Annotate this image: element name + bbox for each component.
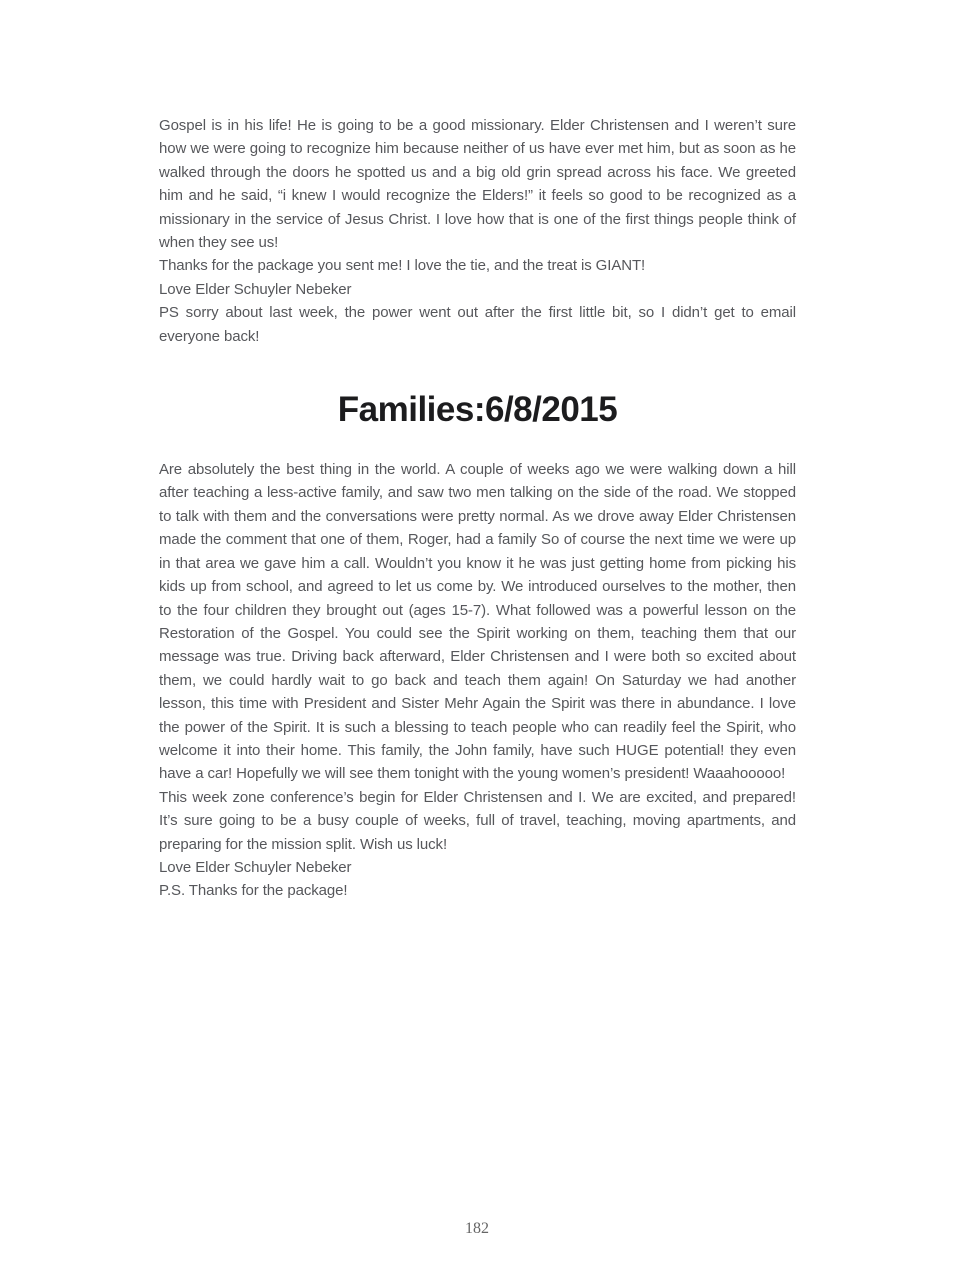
page-footer [0,1220,954,1238]
paragraph-zone-conference: This week zone conference’s begin for Elder Christensen and I. We are excited, and prepared! It’s sure going to be a busy couple of weeks, full of travel, teaching, moving apartments, and preparing for the mission split. Wish us luck! [159,788,796,853]
paragraph-families: Are absolutely the best thing in the world. A couple of weeks ago we were walking down a hill after teaching a less-active family, and saw two men talking on the side of the road. We stopped to talk with them and the conversations were pretty normal. As we drove away Elder Christensen made the comment that one of them, Roger, had a family So of course the next time we were up in that area we gave him a call. Wouldn’t you know it he was just getting home from picking his kids up from school, and agreed to let us come by. We introduced ourselves to the mother, then to the four children they brought out (ages 15-7). What followed was a powerful lesson on the Restoration of the Gospel. You could see the Spirit working on them, teaching them that our message was true. Driving back afterward, Elder Christensen and I were both so excited about them, we could hardly wait to go back and teach them again! On Saturday we had another lesson, this time with President and Sister Mehr Again the Spirit was there in abundance. I love the power of the Spirit. It is such a blessing to teach people who can readily feel the Spirit, who welcome it into their home. This family, the John family, have such HUGE potential! they even have a car! Hopefully we will see them tonight with the young women’s president! Waaahooooo! [159,461,796,783]
line-signoff-1: Love Elder Schuyler Nebeker [159,280,352,298]
line-signoff-2: Love Elder Schuyler Nebeker [159,858,352,876]
section-heading: Families:6/8/2015 [337,390,618,430]
paragraph-gospel: Gospel is in his life! He is going to be a good missionary. Elder Christensen and I weren’t sure how we were going to recognize him because neither of us have ever met him, but as soon as he walked through the doors he spotted us and a big old grin spread across his face. We greeted him and he said, “i knew I would recognize the Elders!” it feels so good to be recognized as a missionary in the service of Jesus Christ. I love how that is one of the first things people think of when they see us! [159,117,796,252]
page-number: 182 [465,1220,489,1237]
line-thanks-package: Thanks for the package you sent me! I love the tie, and the treat is GIANT! [159,257,646,275]
paragraph-ps-2: P.S. Thanks for the package! [159,882,348,900]
paragraph-ps-1: PS sorry about last week, the power went out after the first little bit, so I didn’t get to email everyone back! [159,304,796,345]
text-column [159,114,796,903]
